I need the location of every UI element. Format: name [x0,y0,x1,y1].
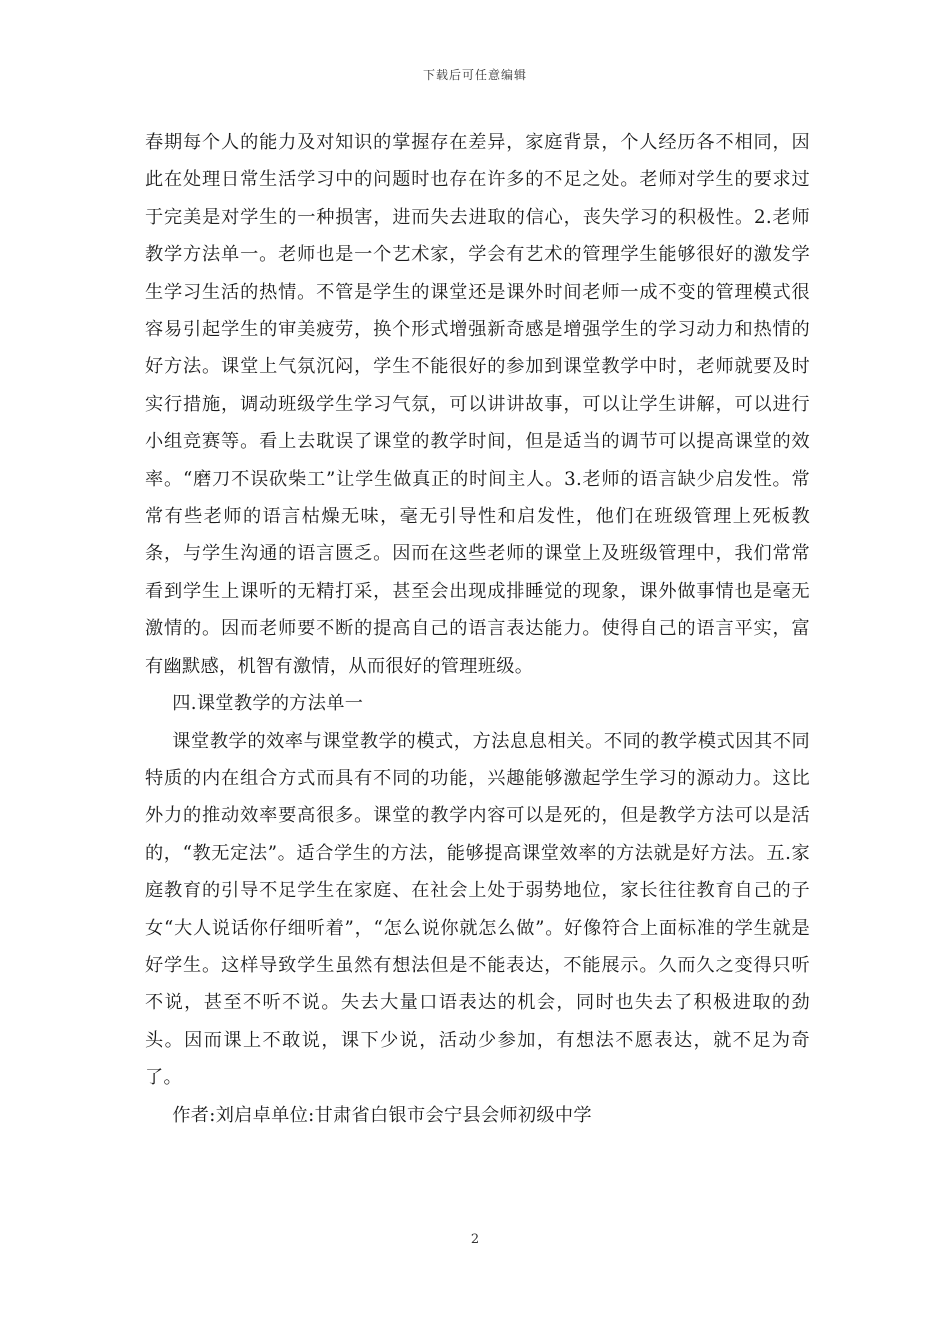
author-line: 作者:刘启卓单位:甘肃省白银市会宁县会师初级中学 [172,1104,592,1126]
paragraph-teaching-methods: 课堂教学的效率与课堂教学的模式，方法息息相关。不同的教学模式因其不同特质的内在组合方式而具有不同的功能，兴趣能够激起学生学习的源动力。这比外力的推动效率要高很多。课堂的教学内容可以是死的，但是教学方法可以是活的，“教无定法”。适合学生的方法，能够提高课堂效率的方法就是好方法。五.家庭教育的引导不足学生在家庭、在社会上处于弱势地位，家长往往教育自己的子女“大人说话你仔细听着”，“怎么说你就怎么做”。好像符合上面标准的学生就是好学生。这样导致学生虽然有想法但是不能表达，不能展示。久而久之变得只听不说，甚至不听不说。失去大量口语表达的机会，同时也失去了积极进取的劲头。因而课上不敢说，课下少说，活动少参加，有想法不愿表达，就不足为奇了。 [145,730,810,1089]
page-header: 下载后可任意编辑 [422,68,527,82]
section-heading: 四.课堂教学的方法单一 [172,693,364,715]
document-body [145,124,810,1134]
paragraph-continuation: 春期每个人的能力及对知识的掌握存在差异，家庭背景，个人经历各不相同，因此在处理日常生活学习中的问题时也存在许多的不足之处。老师对学生的要求过于完美是对学生的一种损害，进而失去进取的信心，丧失学习的积极性。2.老师教学方法单一。老师也是一个艺术家，学会有艺术的管理学生能够很好的激发学生学习生活的热情。不管是学生的课堂还是课外时间老师一成不变的管理模式很容易引起学生的审美疲劳，换个形式增强新奇感是增强学生的学习动力和热情的好方法。课堂上气氛沉闷，学生不能很好的参加到课堂教学中时，老师就要及时实行措施，调动班级学生学习气氛，可以讲讲故事，可以让学生讲解，可以进行小组竞赛等。看上去耽误了课堂的教学时间，但是适当的调节可以提高课堂的效率。“磨刀不误砍柴工”让学生做真正的时间主人。3.老师的语言缺少启发性。常常有些老师的语言枯燥无味，毫无引导性和启发性，他们在班级管理上死板教条，与学生沟通的语言匮乏。因而在这些老师的课堂上及班级管理中，我们常常看到学生上课听的无精打采，甚至会出现成排睡觉的现象，课外做事情也是毫无激情的。因而老师要不断的提高自己的语言表达能力。使得自己的语言平实，富有幽默感，机智有激情，从而很好的管理班级。 [145,132,810,677]
page-number: 2 [470,1232,480,1247]
